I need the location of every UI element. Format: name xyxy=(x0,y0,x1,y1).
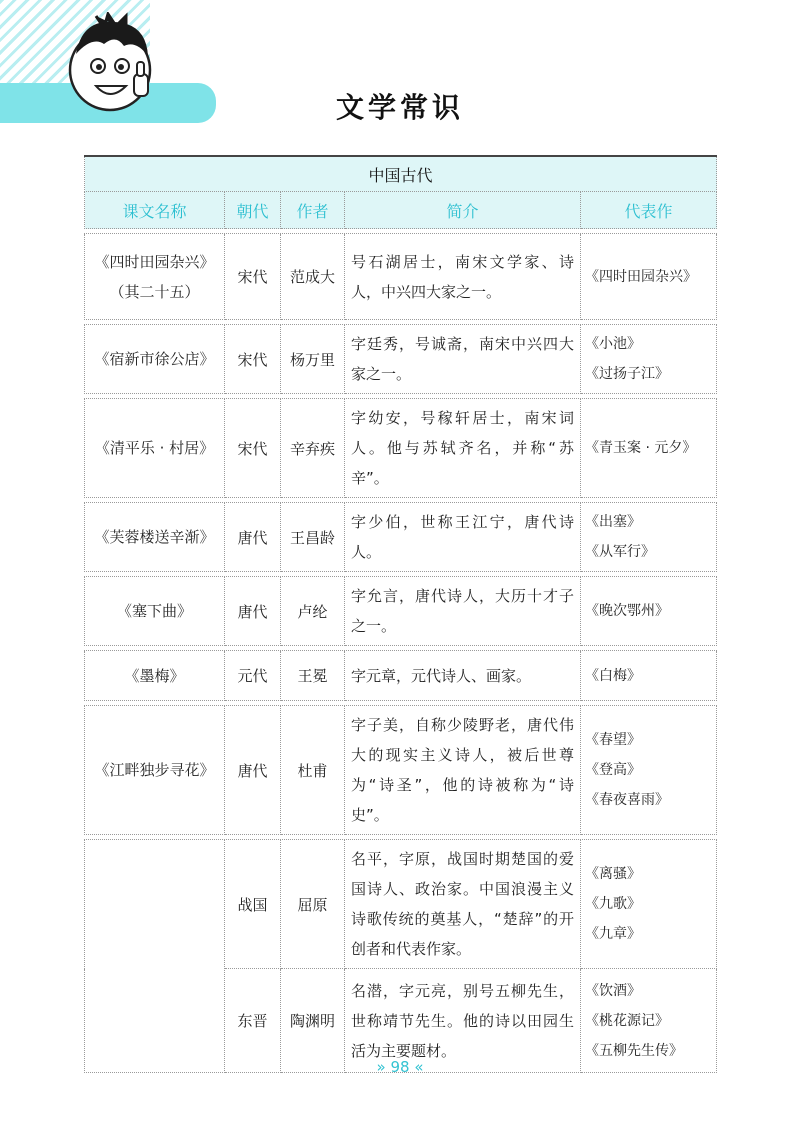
works-cell xyxy=(581,969,717,1073)
author-cell: 王冕 xyxy=(281,651,345,701)
dynasty-cell: 宋代 xyxy=(225,399,281,498)
work-item: 《春夜喜雨》 xyxy=(585,792,669,808)
work-item: 《登高》 xyxy=(585,762,641,778)
author-cell: 王昌龄 xyxy=(281,503,345,572)
text-title: 《塞下曲》 xyxy=(116,602,192,620)
table-row xyxy=(85,840,717,969)
column-header-title: 课文名称 xyxy=(85,192,225,229)
table-row xyxy=(85,706,717,835)
work-item: 《白梅》 xyxy=(585,667,641,684)
chevron-left-icon: « xyxy=(414,1058,424,1076)
work-item: 《小池》 xyxy=(585,336,641,352)
works-cell xyxy=(581,651,717,701)
text-title-cell xyxy=(85,503,225,572)
page-number xyxy=(0,1058,800,1076)
table-row xyxy=(85,234,717,320)
work-item: 《五柳先生传》 xyxy=(585,1042,683,1059)
intro-cell: 字幼安，号稼轩居士，南宋词人。他与苏轼齐名，并称“苏辛”。 xyxy=(345,399,581,498)
work-item: 《从军行》 xyxy=(585,544,655,560)
dynasty-cell: 战国 xyxy=(225,840,281,969)
work-item: 《九章》 xyxy=(585,926,641,942)
author-cell: 范成大 xyxy=(281,234,345,320)
text-title: 《芙蓉楼送辛渐》 xyxy=(94,528,215,546)
works-cell xyxy=(581,399,717,498)
text-title: （其二十五） xyxy=(109,282,200,301)
text-title-cell xyxy=(85,577,225,646)
column-header-works: 代表作 xyxy=(581,192,717,229)
intro-cell: 号石湖居士，南宋文学家、诗人，中兴四大家之一。 xyxy=(345,234,581,320)
work-item: 《春望》 xyxy=(585,732,641,748)
author-cell: 卢纶 xyxy=(281,577,345,646)
author-cell: 辛弃疾 xyxy=(281,399,345,498)
work-item: 《过扬子江》 xyxy=(585,366,669,382)
works-cell xyxy=(581,840,717,969)
author-cell: 杨万里 xyxy=(281,325,345,394)
intro-cell: 字廷秀，号诚斋，南宋中兴四大家之一。 xyxy=(345,325,581,394)
work-item: 《饮酒》 xyxy=(585,982,641,999)
work-item: 《桃花源记》 xyxy=(585,1012,669,1029)
works-cell xyxy=(581,577,717,646)
text-title: 《宿新市徐公店》 xyxy=(94,350,215,368)
text-title-cell xyxy=(85,399,225,498)
column-header-dynasty: 朝代 xyxy=(225,192,281,229)
text-title-cell-empty xyxy=(85,840,225,1073)
text-title: 《四时田园杂兴》 xyxy=(94,252,215,271)
work-item: 《出塞》 xyxy=(585,514,641,530)
text-title: 《墨梅》 xyxy=(124,666,185,685)
work-item: 《青玉案 · 元夕》 xyxy=(585,440,697,456)
author-cell: 陶渊明 xyxy=(281,969,345,1073)
column-header-intro: 简介 xyxy=(345,192,581,229)
text-title-cell xyxy=(85,706,225,835)
column-header-author: 作者 xyxy=(281,192,345,229)
dynasty-cell: 元代 xyxy=(225,651,281,701)
dynasty-cell: 宋代 xyxy=(225,325,281,394)
text-title: 《江畔独步寻花》 xyxy=(94,761,215,779)
work-item: 《晚次鄂州》 xyxy=(585,603,669,619)
dynasty-cell: 宋代 xyxy=(225,234,281,320)
author-cell: 杜甫 xyxy=(281,706,345,835)
works-cell xyxy=(581,503,717,572)
dynasty-cell: 唐代 xyxy=(225,577,281,646)
works-cell xyxy=(581,325,717,394)
text-title: 《清平乐 · 村居》 xyxy=(94,439,215,457)
dynasty-cell: 东晋 xyxy=(225,969,281,1073)
table-row xyxy=(85,651,717,701)
section-header: 中国古代 xyxy=(85,156,717,192)
dynasty-cell: 唐代 xyxy=(225,706,281,835)
page-number-text: 98 xyxy=(390,1058,410,1076)
intro-cell: 名平，字原，战国时期楚国的爱国诗人、政治家。中国浪漫主义诗歌传统的奠基人，“楚辞”的开创者和代表作家。 xyxy=(345,840,581,969)
works-cell xyxy=(581,706,717,835)
intro-cell: 字允言，唐代诗人，大历十才子之一。 xyxy=(345,577,581,646)
text-title-cell xyxy=(85,234,225,320)
text-title-cell xyxy=(85,325,225,394)
work-item: 《离骚》 xyxy=(585,866,641,882)
intro-cell: 名潜，字元亮，别号五柳先生，世称靖节先生。他的诗以田园生活为主要题材。 xyxy=(345,969,581,1073)
work-item: 《九歌》 xyxy=(585,896,641,912)
intro-cell: 字元章，元代诗人、画家。 xyxy=(345,651,581,701)
dynasty-cell: 唐代 xyxy=(225,503,281,572)
table-row xyxy=(85,577,717,646)
table-row xyxy=(85,325,717,394)
chevron-right-icon: » xyxy=(376,1058,386,1076)
table-row xyxy=(85,503,717,572)
works-cell xyxy=(581,234,717,320)
page-title: 文学常识 xyxy=(335,91,464,124)
literature-table xyxy=(84,155,716,1073)
text-title-cell xyxy=(85,651,225,701)
intro-cell: 字子美，自称少陵野老，唐代伟大的现实主义诗人，被后世尊为“诗圣”，他的诗被称为“诗史”。 xyxy=(345,706,581,835)
work-item: 《四时田园杂兴》 xyxy=(585,268,697,285)
intro-cell: 字少伯，世称王江宁，唐代诗人。 xyxy=(345,503,581,572)
table-row xyxy=(85,399,717,498)
author-cell: 屈原 xyxy=(281,840,345,969)
